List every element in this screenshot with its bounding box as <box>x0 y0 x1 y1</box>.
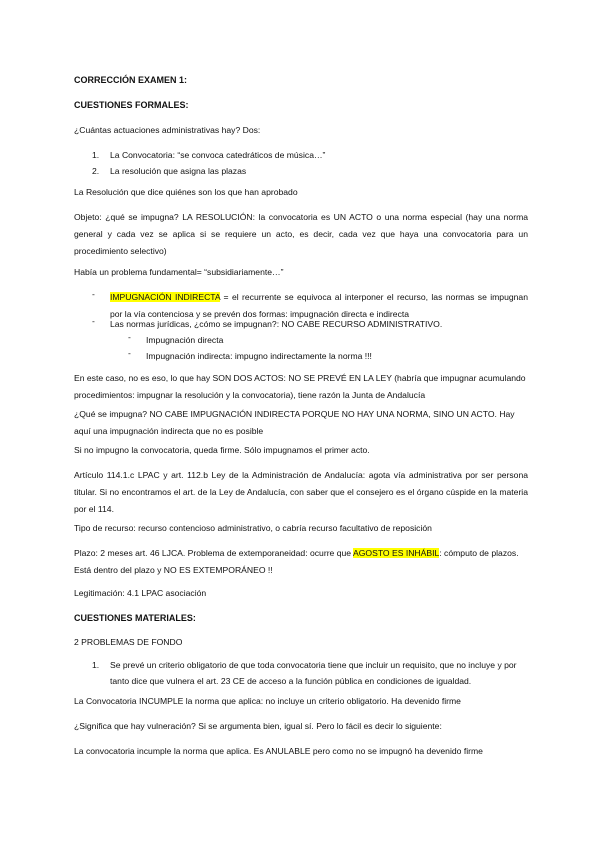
paragraph-problema: Había un problema fundamental= “subsidiariamente…” <box>74 267 284 277</box>
text-run: : cómputo de plazos. Está dentro del plazo y NO ES EXTEMPORÁNEO !! <box>74 548 519 575</box>
text-run: = el recurrente se equivoca al interponer el recurso, las normas se impugnan por la vía contenciosa y se prevén dos formas: impugnación directa e indirecta <box>110 292 528 319</box>
text-run: Objeto: ¿qué se impugna? <box>74 212 183 222</box>
sub-bullet-directa: Impugnación directa <box>146 335 224 345</box>
paragraph-articulo: Artículo 114.1.c LPAC y art. 112.b Ley de la Administración de Andalucía: agota vía administrativa por ser persona titular. Si no encontramos el art. de la Ley de Andalucía, con saber que el consejero es el órgano cúspide en la materia por el 114. <box>74 470 528 514</box>
list-item <box>92 657 528 689</box>
paragraph-vulneracion: ¿Significa que hay vulneración? Si se argumenta bien, igual sí. Pero lo fácil es decir lo siguiente: <box>74 721 442 731</box>
section-heading-formales: CUESTIONES FORMALES: <box>74 100 189 110</box>
list-number: 1. <box>92 660 100 670</box>
list-text: Se prevé un criterio obligatorio de que toda convocatoria tiene que incluir un requisito, que no incluye y por tanto dice que vulnera el art. 23 CE de acceso a la función pública en condiciones de igualdad. <box>110 660 517 686</box>
list-number: 1. <box>92 150 100 160</box>
list-text: La Convocatoria: “se convoca catedráticos de música…” <box>110 150 326 160</box>
paragraph-anulable: La convocatoria incumple la norma que aplica. Es ANULABLE pero como no se impugnó ha devenido firme <box>74 746 483 756</box>
paragraph-plazo <box>74 545 528 579</box>
list-number: 2. <box>92 166 100 176</box>
section-heading-materiales: CUESTIONES MATERIALES: <box>74 613 196 623</box>
paragraph-caso: En este caso, no es eso, lo que hay SON DOS ACTOS: NO SE PREVÉ EN LA LEY (habría que impugnar acumulando procedimientos: impugnar la resolución y la convocatoria), tiene razón la Junta de Andalucía <box>74 373 526 400</box>
sub-bullet-indirecta: Impugnación indirecta: impugno indirectamente la norma !!! <box>146 351 372 361</box>
list-item <box>92 147 522 163</box>
bullet-dash: - <box>128 332 131 342</box>
text-run: LA RESOLUCIÓN <box>182 212 253 222</box>
bullet-dash: - <box>92 316 95 326</box>
highlighted-text: IMPUGNACIÓN INDIRECTA <box>110 292 221 302</box>
paragraph-firme: Si no impugno la convocatoria, queda firme. Sólo impugnamos el primer acto. <box>74 445 370 455</box>
text-run: Plazo: 2 meses art. 46 LJCA. Problema de extemporaneidad: ocurre que <box>74 548 353 558</box>
question-actuaciones: ¿Cuántas actuaciones administrativas hay? Dos: <box>74 125 261 135</box>
bullet-normas: Las normas jurídicas, ¿cómo se impugnan?: NO CABE RECURSO ADMINISTRATIVO. <box>110 319 443 329</box>
bullet-dash: - <box>128 348 131 358</box>
paragraph-que-impugna: ¿Qué se impugna? NO CABE IMPUGNACIÓN INDIRECTA PORQUE NO HAY UNA NORMA, SINO UN ACTO. Hay aquí una impugnación indirecta que no es posible <box>74 409 515 436</box>
text-run: o una norma especial (hay una norma general y cada vez se aplica si se requiere un acto, es decir, cada vez que haya una convocatoria para un procedimiento selectivo) <box>74 212 529 256</box>
list-item <box>92 163 522 179</box>
doc-title: CORRECCIÓN EXAMEN 1: <box>74 75 188 85</box>
text-run: : la convocatoria es <box>252 212 334 222</box>
list-text: La resolución que asigna las plazas <box>110 166 247 176</box>
paragraph-tipo: Tipo de recurso: recurso contencioso administrativo, o cabría recurso facultativo de reposición <box>74 523 432 533</box>
paragraph-resolucion: La Resolución que dice quiénes son los que han aprobado <box>74 187 298 197</box>
paragraph-problemas: 2 PROBLEMAS DE FONDO <box>74 637 183 647</box>
text-run: UN ACTO <box>333 212 373 222</box>
paragraph-incumple: La Convocatoria INCUMPLE la norma que aplica: no incluye un criterio obligatorio. Ha devenido firme <box>74 696 461 706</box>
paragraph-legitimacion: Legitimación: 4.1 LPAC asociación <box>74 588 207 598</box>
bullet-dash: - <box>92 289 95 299</box>
highlighted-text: AGOSTO ES INHÁBIL <box>352 548 440 558</box>
paragraph-objeto <box>74 209 528 260</box>
